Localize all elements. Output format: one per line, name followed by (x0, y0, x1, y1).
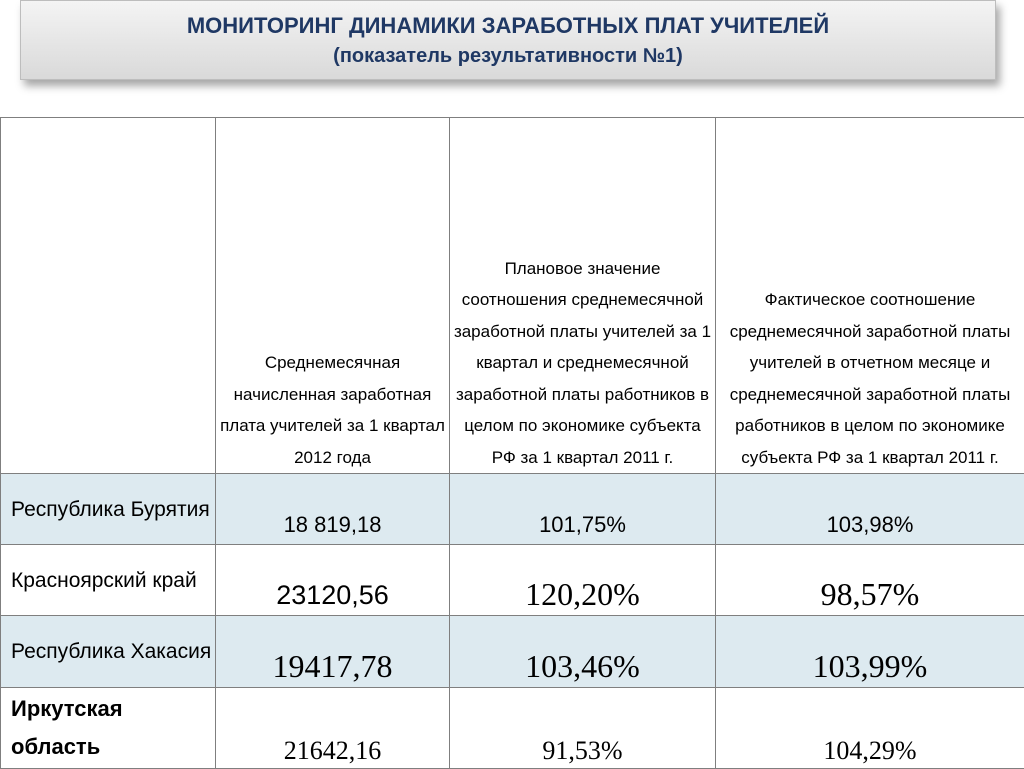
slide-subtitle: (показатель результативности №1) (21, 45, 995, 68)
salary-table (0, 117, 1024, 769)
salary-cell: 18 819,18 (216, 474, 450, 545)
table-row (1, 616, 1024, 688)
salary-cell: 19417,78 (216, 616, 450, 688)
salary-cell: 23120,56 (216, 545, 450, 616)
title-banner (20, 0, 996, 80)
header-cell-salary: Среднемесячная начисленная заработная плата учителей за 1 квартал 2012 года (216, 118, 450, 474)
slide-title: МОНИТОРИНГ ДИНАМИКИ ЗАРАБОТНЫХ ПЛАТ УЧИТЕЛЕЙ (21, 13, 995, 39)
salary-cell: 21642,16 (216, 688, 450, 769)
plan-cell: 103,46% (450, 616, 716, 688)
region-cell: Республика Хакасия (1, 616, 216, 688)
fact-cell: 103,99% (716, 616, 1024, 688)
region-cell: Республика Бурятия (1, 474, 216, 545)
fact-cell: 98,57% (716, 545, 1024, 616)
header-cell-fact: Фактическое соотношение среднемесячной заработной платы учителей в отчетном месяце и среднемесячной заработной платы работников в целом по экономике субъекта РФ за 1 квартал 2011 г. (716, 118, 1024, 474)
fact-cell: 103,98% (716, 474, 1024, 545)
table-row (1, 545, 1024, 616)
table-row (1, 474, 1024, 545)
plan-cell: 91,53% (450, 688, 716, 769)
header-cell-plan: Плановое значение соотношения среднемесячной заработной платы учителей за 1 квартал и среднемесячной заработной платы работников в целом по экономике субъекта РФ за 1 квартал 2011 г. (450, 118, 716, 474)
plan-cell: 101,75% (450, 474, 716, 545)
table-header-row (1, 118, 1024, 474)
header-cell-empty (1, 118, 216, 474)
plan-cell: 120,20% (450, 545, 716, 616)
region-cell: Иркутская область (1, 688, 216, 769)
table-row (1, 688, 1024, 769)
region-cell: Красноярский край (1, 545, 216, 616)
fact-cell: 104,29% (716, 688, 1024, 769)
